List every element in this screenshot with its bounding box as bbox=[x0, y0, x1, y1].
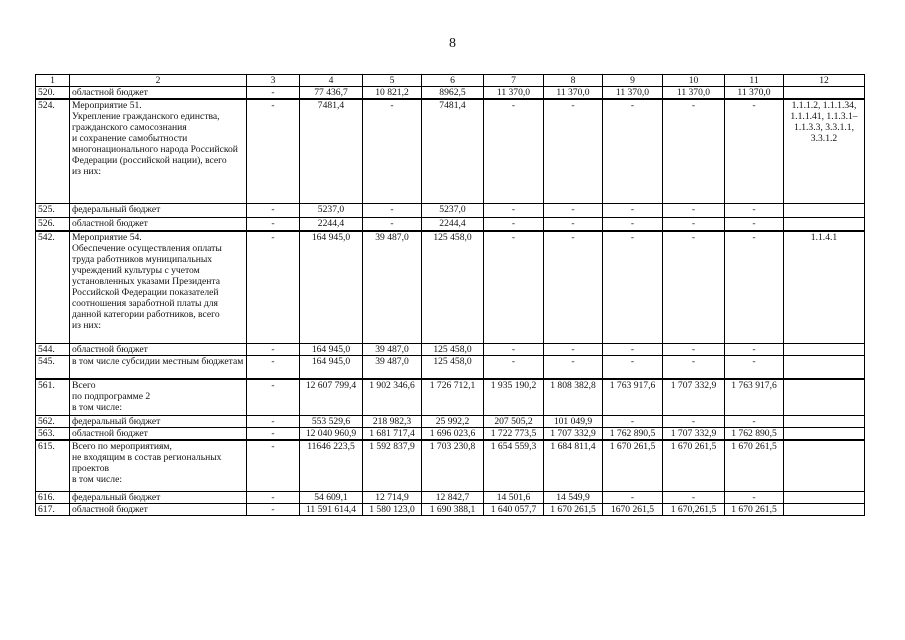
row-value-cell-11: - bbox=[725, 415, 784, 427]
row-value-cell-8: - bbox=[544, 355, 603, 379]
row-value-cell-11: - bbox=[725, 99, 784, 203]
row-value-cell-4: 5237,0 bbox=[300, 203, 363, 217]
row-value-cell-7: 1 640 057,7 bbox=[484, 504, 544, 516]
row-value-cell-3: - bbox=[247, 440, 300, 492]
row-value-cell-9: - bbox=[603, 355, 663, 379]
row-value-cell-9: 1 762 890,5 bbox=[603, 427, 663, 440]
row-value-cell-3: - bbox=[247, 415, 300, 427]
row-value-cell-4: 7481,4 bbox=[300, 99, 363, 203]
row-value-cell-6: 25 992,2 bbox=[422, 415, 484, 427]
row-value-cell-4: 164 945,0 bbox=[300, 343, 363, 355]
row-value-cell-11: - bbox=[725, 343, 784, 355]
row-number-cell: 563. bbox=[36, 427, 70, 440]
row-description-cell: федеральный бюджет bbox=[70, 415, 247, 427]
row-number-cell: 615. bbox=[36, 440, 70, 492]
row-number-cell: 617. bbox=[36, 504, 70, 516]
row-reference-cell bbox=[784, 379, 865, 415]
row-value-cell-7: - bbox=[484, 231, 544, 343]
row-value-cell-7: 1 722 773,5 bbox=[484, 427, 544, 440]
row-number-cell: 562. bbox=[36, 415, 70, 427]
row-number-cell: 545. bbox=[36, 355, 70, 379]
table-row bbox=[36, 355, 865, 379]
column-header-12: 12 bbox=[784, 75, 865, 87]
row-description-cell: областной бюджет bbox=[70, 427, 247, 440]
row-value-cell-10: - bbox=[663, 99, 725, 203]
row-value-cell-7: - bbox=[484, 99, 544, 203]
row-value-cell-3: - bbox=[247, 87, 300, 100]
table-row bbox=[36, 504, 865, 516]
table-row bbox=[36, 87, 865, 100]
row-value-cell-10: - bbox=[663, 343, 725, 355]
row-value-cell-9: - bbox=[603, 99, 663, 203]
row-description-cell: Мероприятие 54. Обеспечение осуществления оплаты труда работников муниципальных учреждений культуры с учетом установленных указами Президента Российской Федерации показателей соотношения заработной платы для данной категории работников, всего из них: bbox=[70, 231, 247, 343]
row-value-cell-3: - bbox=[247, 492, 300, 504]
row-value-cell-8: - bbox=[544, 343, 603, 355]
row-value-cell-11: 1 762 890,5 bbox=[725, 427, 784, 440]
row-reference-cell: 1.1.4.1 bbox=[784, 231, 865, 343]
row-value-cell-3: - bbox=[247, 355, 300, 379]
column-header-2: 2 bbox=[70, 75, 247, 87]
row-reference-cell bbox=[784, 440, 865, 492]
row-value-cell-6: 12 842,7 bbox=[422, 492, 484, 504]
row-value-cell-5: 1 592 837,9 bbox=[363, 440, 422, 492]
row-value-cell-5: 12 714,9 bbox=[363, 492, 422, 504]
row-value-cell-5: 39 487,0 bbox=[363, 231, 422, 343]
row-value-cell-9: - bbox=[603, 343, 663, 355]
row-value-cell-4: 553 529,6 bbox=[300, 415, 363, 427]
row-value-cell-10: - bbox=[663, 355, 725, 379]
row-number-cell: 520. bbox=[36, 87, 70, 100]
row-description-cell: федеральный бюджет bbox=[70, 203, 247, 217]
row-value-cell-9: - bbox=[603, 492, 663, 504]
row-value-cell-11: - bbox=[725, 217, 784, 231]
row-number-cell: 542. bbox=[36, 231, 70, 343]
row-value-cell-7: - bbox=[484, 355, 544, 379]
row-value-cell-6: 125 458,0 bbox=[422, 343, 484, 355]
row-number-cell: 561. bbox=[36, 379, 70, 415]
row-value-cell-11: 11 370,0 bbox=[725, 87, 784, 100]
row-value-cell-11: 1 670 261,5 bbox=[725, 504, 784, 516]
row-value-cell-8: 1 808 382,8 bbox=[544, 379, 603, 415]
row-value-cell-9: 1 670 261,5 bbox=[603, 440, 663, 492]
row-value-cell-4: 11 591 614,4 bbox=[300, 504, 363, 516]
row-reference-cell bbox=[784, 203, 865, 217]
row-value-cell-10: 1 707 332,9 bbox=[663, 427, 725, 440]
row-value-cell-3: - bbox=[247, 203, 300, 217]
row-value-cell-4: 54 609,1 bbox=[300, 492, 363, 504]
table-row bbox=[36, 427, 865, 440]
page-number: 8 bbox=[449, 36, 456, 51]
row-value-cell-8: - bbox=[544, 99, 603, 203]
row-value-cell-6: 1 690 388,1 bbox=[422, 504, 484, 516]
row-value-cell-8: 1 684 811,4 bbox=[544, 440, 603, 492]
row-value-cell-3: - bbox=[247, 343, 300, 355]
row-value-cell-3: - bbox=[247, 217, 300, 231]
row-value-cell-3: - bbox=[247, 504, 300, 516]
row-number-cell: 526. bbox=[36, 217, 70, 231]
row-value-cell-5: 1 902 346,6 bbox=[363, 379, 422, 415]
row-value-cell-10: 1 670,261,5 bbox=[663, 504, 725, 516]
table-row bbox=[36, 492, 865, 504]
row-reference-cell bbox=[784, 343, 865, 355]
row-value-cell-5: 218 982,3 bbox=[363, 415, 422, 427]
row-value-cell-10: - bbox=[663, 492, 725, 504]
budget-table bbox=[35, 74, 865, 516]
row-number-cell: 524. bbox=[36, 99, 70, 203]
row-description-cell: федеральный бюджет bbox=[70, 492, 247, 504]
row-number-cell: 525. bbox=[36, 203, 70, 217]
row-value-cell-9: 11 370,0 bbox=[603, 87, 663, 100]
row-value-cell-6: 8962,5 bbox=[422, 87, 484, 100]
row-description-cell: областной бюджет bbox=[70, 217, 247, 231]
column-header-5: 5 bbox=[363, 75, 422, 87]
table-row bbox=[36, 415, 865, 427]
row-reference-cell bbox=[784, 87, 865, 100]
row-description-cell: Всего по подпрограмме 2 в том числе: bbox=[70, 379, 247, 415]
row-reference-cell bbox=[784, 415, 865, 427]
row-value-cell-4: 12 040 960,9 bbox=[300, 427, 363, 440]
column-header-10: 10 bbox=[663, 75, 725, 87]
column-header-1: 1 bbox=[36, 75, 70, 87]
row-value-cell-6: 1 726 712,1 bbox=[422, 379, 484, 415]
row-value-cell-11: 1 670 261,5 bbox=[725, 440, 784, 492]
row-number-cell: 544. bbox=[36, 343, 70, 355]
row-value-cell-4: 164 945,0 bbox=[300, 355, 363, 379]
row-value-cell-11: - bbox=[725, 355, 784, 379]
row-value-cell-10: - bbox=[663, 231, 725, 343]
row-value-cell-6: 1 696 023,6 bbox=[422, 427, 484, 440]
row-reference-cell bbox=[784, 492, 865, 504]
row-value-cell-7: 207 505,2 bbox=[484, 415, 544, 427]
row-value-cell-11: - bbox=[725, 492, 784, 504]
row-value-cell-3: - bbox=[247, 427, 300, 440]
table-row bbox=[36, 217, 865, 231]
row-value-cell-8: 101 049,9 bbox=[544, 415, 603, 427]
row-number-cell: 616. bbox=[36, 492, 70, 504]
row-value-cell-9: 1670 261,5 bbox=[603, 504, 663, 516]
row-value-cell-6: 1 703 230,8 bbox=[422, 440, 484, 492]
row-value-cell-4: 2244,4 bbox=[300, 217, 363, 231]
row-value-cell-5: 1 580 123,0 bbox=[363, 504, 422, 516]
row-value-cell-8: 1 670 261,5 bbox=[544, 504, 603, 516]
row-reference-cell: 1.1.1.2, 1.1.1.34, 1.1.1.41, 1.1.3.1–1.1.3.3, 3.3.1.1, 3.3.1.2 bbox=[784, 99, 865, 203]
row-value-cell-10: - bbox=[663, 415, 725, 427]
column-header-3: 3 bbox=[247, 75, 300, 87]
row-value-cell-9: 1 763 917,6 bbox=[603, 379, 663, 415]
table-row bbox=[36, 343, 865, 355]
row-value-cell-8: 1 707 332,9 bbox=[544, 427, 603, 440]
row-value-cell-3: - bbox=[247, 231, 300, 343]
row-value-cell-7: 11 370,0 bbox=[484, 87, 544, 100]
row-value-cell-11: - bbox=[725, 231, 784, 343]
row-value-cell-6: 125 458,0 bbox=[422, 355, 484, 379]
row-value-cell-7: - bbox=[484, 217, 544, 231]
table-row bbox=[36, 99, 865, 203]
row-value-cell-4: 164 945,0 bbox=[300, 231, 363, 343]
row-value-cell-9: - bbox=[603, 203, 663, 217]
row-value-cell-8: - bbox=[544, 217, 603, 231]
column-header-8: 8 bbox=[544, 75, 603, 87]
row-value-cell-6: 5237,0 bbox=[422, 203, 484, 217]
column-header-7: 7 bbox=[484, 75, 544, 87]
row-value-cell-10: 1 670 261,5 bbox=[663, 440, 725, 492]
row-value-cell-6: 125 458,0 bbox=[422, 231, 484, 343]
row-value-cell-5: - bbox=[363, 99, 422, 203]
row-value-cell-3: - bbox=[247, 99, 300, 203]
row-value-cell-4: 12 607 799,4 bbox=[300, 379, 363, 415]
row-description-cell: Мероприятие 51. Укрепление гражданского единства, гражданского самосознания и сохранение самобытности многонационального народа Российской Федерации (российской нации), всего из них: bbox=[70, 99, 247, 203]
row-value-cell-5: 39 487,0 bbox=[363, 343, 422, 355]
row-value-cell-10: - bbox=[663, 203, 725, 217]
row-value-cell-8: 11 370,0 bbox=[544, 87, 603, 100]
row-value-cell-11: - bbox=[725, 203, 784, 217]
row-value-cell-4: 11646 223,5 bbox=[300, 440, 363, 492]
row-value-cell-7: - bbox=[484, 203, 544, 217]
row-value-cell-5: 1 681 717,4 bbox=[363, 427, 422, 440]
table-row bbox=[36, 203, 865, 217]
row-reference-cell bbox=[784, 355, 865, 379]
column-header-11: 11 bbox=[725, 75, 784, 87]
row-value-cell-5: 39 487,0 bbox=[363, 355, 422, 379]
row-value-cell-5: - bbox=[363, 217, 422, 231]
row-description-cell: Всего по мероприятиям, не входящим в состав региональных проектов в том числе: bbox=[70, 440, 247, 492]
row-description-cell: областной бюджет bbox=[70, 504, 247, 516]
table-header-row bbox=[36, 75, 865, 87]
table-row bbox=[36, 440, 865, 492]
row-value-cell-6: 7481,4 bbox=[422, 99, 484, 203]
column-header-4: 4 bbox=[300, 75, 363, 87]
row-value-cell-8: 14 549,9 bbox=[544, 492, 603, 504]
row-value-cell-5: - bbox=[363, 203, 422, 217]
row-value-cell-4: 77 436,7 bbox=[300, 87, 363, 100]
row-description-cell: в том числе субсидии местным бюджетам bbox=[70, 355, 247, 379]
column-header-9: 9 bbox=[603, 75, 663, 87]
row-reference-cell bbox=[784, 504, 865, 516]
column-header-6: 6 bbox=[422, 75, 484, 87]
row-value-cell-7: - bbox=[484, 343, 544, 355]
table-row bbox=[36, 231, 865, 343]
row-value-cell-7: 1 654 559,3 bbox=[484, 440, 544, 492]
row-value-cell-10: - bbox=[663, 217, 725, 231]
row-value-cell-9: - bbox=[603, 217, 663, 231]
row-value-cell-7: 1 935 190,2 bbox=[484, 379, 544, 415]
row-description-cell: областной бюджет bbox=[70, 343, 247, 355]
table-row bbox=[36, 379, 865, 415]
row-value-cell-10: 11 370,0 bbox=[663, 87, 725, 100]
row-value-cell-10: 1 707 332,9 bbox=[663, 379, 725, 415]
row-value-cell-8: - bbox=[544, 203, 603, 217]
row-value-cell-11: 1 763 917,6 bbox=[725, 379, 784, 415]
row-value-cell-5: 10 821,2 bbox=[363, 87, 422, 100]
row-value-cell-3: - bbox=[247, 379, 300, 415]
row-reference-cell bbox=[784, 217, 865, 231]
row-value-cell-9: - bbox=[603, 231, 663, 343]
row-value-cell-6: 2244,4 bbox=[422, 217, 484, 231]
row-value-cell-7: 14 501,6 bbox=[484, 492, 544, 504]
row-description-cell: областной бюджет bbox=[70, 87, 247, 100]
row-value-cell-9: - bbox=[603, 415, 663, 427]
row-value-cell-8: - bbox=[544, 231, 603, 343]
row-reference-cell bbox=[784, 427, 865, 440]
